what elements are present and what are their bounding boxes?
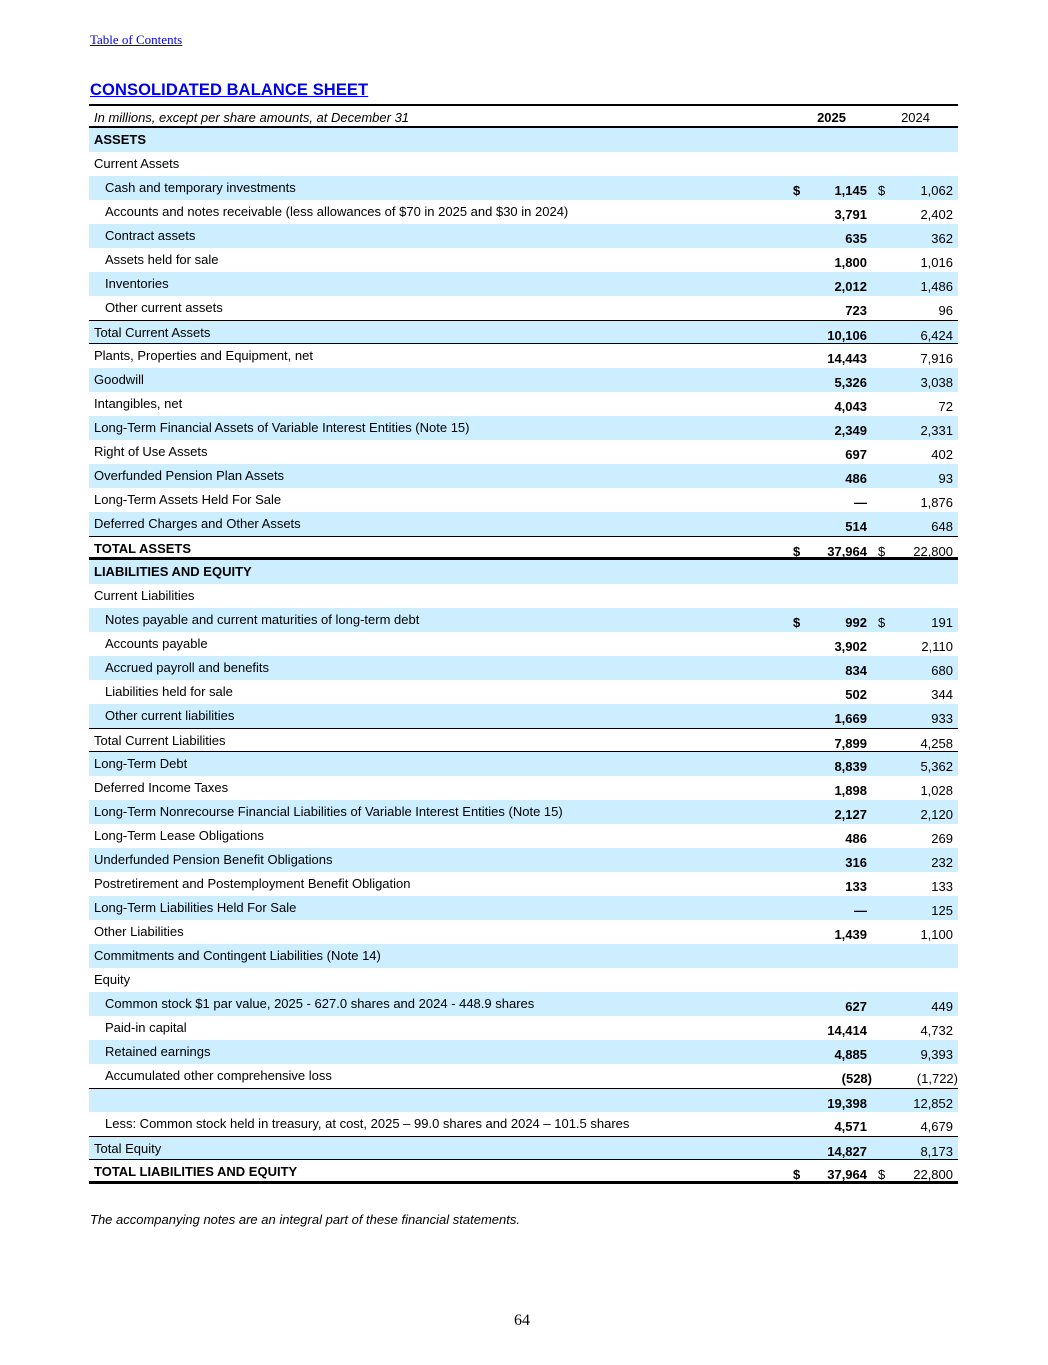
- table-row: [89, 1112, 958, 1136]
- table-row: [89, 464, 958, 488]
- value-2025: 992: [845, 615, 867, 630]
- row-label: Long-Term Liabilities Held For Sale: [94, 900, 297, 915]
- row-label: TOTAL ASSETS: [94, 541, 192, 556]
- value-2025: 10,106: [827, 328, 867, 343]
- table-row: [89, 968, 958, 992]
- table-row: [89, 608, 958, 632]
- row-label: Current Liabilities: [94, 588, 195, 603]
- table-row: [89, 488, 958, 512]
- row-label: Total Current Assets: [94, 325, 211, 340]
- value-2024: 2,331: [920, 423, 953, 438]
- row-label: Overfunded Pension Plan Assets: [94, 468, 285, 483]
- value-2024: 1,486: [920, 279, 953, 294]
- row-label: Long-Term Assets Held For Sale: [94, 492, 282, 507]
- row-label: Other Liabilities: [94, 924, 184, 939]
- table-row: [89, 776, 958, 800]
- table-row: [89, 992, 958, 1016]
- row-label: Retained earnings: [105, 1044, 211, 1059]
- value-2024: 9,393: [920, 1047, 953, 1062]
- value-2024: 5,362: [920, 759, 953, 774]
- row-label: Common stock $1 par value, 2025 - 627.0 shares and 2024 - 448.9 shares: [105, 996, 535, 1011]
- table-row: [89, 368, 958, 392]
- table-row: [89, 656, 958, 680]
- value-2025: 514: [845, 519, 867, 534]
- table-row: [89, 512, 958, 536]
- value-2024: 22,800: [913, 1167, 953, 1182]
- table-row: [89, 416, 958, 440]
- table-row: [89, 320, 958, 344]
- value-2024: 3,038: [920, 375, 953, 390]
- value-2025: 7,899: [834, 736, 867, 751]
- value-2024: 648: [931, 519, 953, 534]
- value-2025: 4,885: [834, 1047, 867, 1062]
- value-2024: 22,800: [913, 544, 953, 559]
- currency-symbol-2025: $: [793, 1167, 801, 1182]
- table-row: [89, 704, 958, 728]
- table-row: [89, 560, 958, 584]
- value-2024: 402: [931, 447, 953, 462]
- row-label: Commitments and Contingent Liabilities (Note 14): [94, 948, 381, 963]
- table-row: [89, 296, 958, 320]
- row-label: Intangibles, net: [94, 396, 183, 411]
- units-caption: In millions, except per share amounts, at December 31: [94, 110, 410, 125]
- table-header-row: [89, 106, 958, 128]
- table-row: [89, 632, 958, 656]
- row-label: Plants, Properties and Equipment, net: [94, 348, 313, 363]
- value-2025: —: [854, 903, 867, 918]
- value-2024: 1,062: [920, 183, 953, 198]
- currency-symbol-2025: $: [793, 183, 801, 198]
- value-2025: 1,669: [834, 711, 867, 726]
- value-2025: 14,443: [827, 351, 867, 366]
- table-row: [89, 680, 958, 704]
- value-2025: 4,571: [834, 1119, 867, 1134]
- value-2025: 2,349: [834, 423, 867, 438]
- table-row: [89, 224, 958, 248]
- currency-symbol-2024: $: [878, 183, 886, 198]
- value-2024: 449: [931, 999, 953, 1014]
- value-2025: 486: [845, 471, 867, 486]
- row-label: Accrued payroll and benefits: [105, 660, 270, 675]
- row-label: Total Current Liabilities: [94, 733, 226, 748]
- value-2025: —: [854, 495, 867, 510]
- value-2025: 635: [845, 231, 867, 246]
- table-row: [89, 1064, 958, 1088]
- balance-sheet-table: [89, 104, 958, 1184]
- value-2024: 933: [931, 711, 953, 726]
- value-2024: 362: [931, 231, 953, 246]
- value-2025: 627: [845, 999, 867, 1014]
- table-row: [89, 200, 958, 224]
- table-row: [89, 944, 958, 968]
- currency-symbol-2025: $: [793, 544, 801, 559]
- value-2025: 2,012: [834, 279, 867, 294]
- column-header-2025: 2025: [817, 110, 846, 125]
- value-2025: 1,800: [834, 255, 867, 270]
- value-2025: 8,839: [834, 759, 867, 774]
- value-2024: 191: [931, 615, 953, 630]
- value-2024: (1,722): [916, 1071, 958, 1086]
- value-2024: 1,028: [920, 783, 953, 798]
- table-row: [89, 1016, 958, 1040]
- value-2024: 680: [931, 663, 953, 678]
- table-row: [89, 824, 958, 848]
- value-2025: 834: [845, 663, 867, 678]
- value-2024: 232: [931, 855, 953, 870]
- value-2024: 133: [931, 879, 953, 894]
- value-2024: 96: [938, 303, 953, 318]
- value-2025: 14,827: [827, 1144, 867, 1159]
- value-2024: 2,402: [920, 207, 953, 222]
- row-label: Paid-in capital: [105, 1020, 187, 1035]
- value-2024: 72: [938, 399, 953, 414]
- value-2024: 4,679: [920, 1119, 953, 1134]
- table-row: [89, 1160, 958, 1184]
- row-label: Assets held for sale: [105, 252, 219, 267]
- value-2024: 2,120: [920, 807, 953, 822]
- value-2025: (528): [841, 1071, 872, 1086]
- value-2025: 502: [845, 687, 867, 702]
- value-2025: 316: [845, 855, 867, 870]
- row-label: Accounts payable: [105, 636, 208, 651]
- value-2025: 486: [845, 831, 867, 846]
- currency-symbol-2024: $: [878, 1167, 886, 1182]
- value-2025: 3,902: [834, 639, 867, 654]
- row-label: Long-Term Nonrecourse Financial Liabilities of Variable Interest Entities (Note 15): [94, 804, 563, 819]
- value-2025: 19,398: [827, 1096, 867, 1111]
- value-2025: 697: [845, 447, 867, 462]
- row-label: Contract assets: [105, 228, 196, 243]
- row-label: Notes payable and current maturities of long-term debt: [105, 612, 420, 627]
- row-label: Liabilities held for sale: [105, 684, 233, 699]
- table-row: [89, 752, 958, 776]
- page-title[interactable]: CONSOLIDATED BALANCE SHEET: [90, 81, 369, 99]
- value-2025: 133: [845, 879, 867, 894]
- value-2025: 723: [845, 303, 867, 318]
- table-row: [89, 1088, 958, 1112]
- value-2024: 269: [931, 831, 953, 846]
- table-row: [89, 152, 958, 176]
- value-2025: 1,439: [834, 927, 867, 942]
- value-2024: 93: [938, 471, 953, 486]
- table-row: [89, 896, 958, 920]
- row-label: Other current liabilities: [105, 708, 235, 723]
- value-2025: 1,145: [834, 183, 867, 198]
- table-row: [89, 176, 958, 200]
- row-label: TOTAL LIABILITIES AND EQUITY: [94, 1164, 298, 1179]
- value-2024: 1,876: [920, 495, 953, 510]
- row-label: Right of Use Assets: [94, 444, 208, 459]
- value-2025: 14,414: [827, 1023, 867, 1038]
- row-label: Current Assets: [94, 156, 180, 171]
- value-2024: 6,424: [920, 328, 953, 343]
- row-label: Other current assets: [105, 300, 223, 315]
- column-header-2024: 2024: [901, 110, 930, 125]
- row-label: Total Equity: [94, 1141, 162, 1156]
- table-row: [89, 344, 958, 368]
- row-label: Deferred Income Taxes: [94, 780, 229, 795]
- row-label: Accounts and notes receivable (less allowances of $70 in 2025 and $30 in 2024): [105, 204, 569, 219]
- table-row: [89, 728, 958, 752]
- value-2025: 1,898: [834, 783, 867, 798]
- row-label: Cash and temporary investments: [105, 180, 296, 195]
- value-2025: 4,043: [834, 399, 867, 414]
- table-body: [89, 128, 958, 1184]
- table-row: [89, 920, 958, 944]
- value-2025: 2,127: [834, 807, 867, 822]
- row-label: Underfunded Pension Benefit Obligations: [94, 852, 333, 867]
- currency-symbol-2025: $: [793, 615, 801, 630]
- row-label: LIABILITIES AND EQUITY: [94, 564, 252, 579]
- value-2024: 125: [931, 903, 953, 918]
- table-row: [89, 272, 958, 296]
- table-row: [89, 800, 958, 824]
- value-2024: 1,016: [920, 255, 953, 270]
- page-number: 64: [514, 1312, 530, 1329]
- value-2024: 12,852: [913, 1096, 953, 1111]
- value-2024: 4,258: [920, 736, 953, 751]
- table-row: [89, 440, 958, 464]
- table-row: [89, 248, 958, 272]
- value-2024: 4,732: [920, 1023, 953, 1038]
- row-label: Postretirement and Postemployment Benefit Obligation: [94, 876, 411, 891]
- value-2025: 5,326: [834, 375, 867, 390]
- value-2024: 7,916: [920, 351, 953, 366]
- row-label: ASSETS: [94, 132, 147, 147]
- row-label: Less: Common stock held in treasury, at cost, 2025 – 99.0 shares and 2024 – 101.5 shares: [105, 1116, 630, 1131]
- value-2025: 37,964: [827, 1167, 867, 1182]
- table-row: [89, 848, 958, 872]
- table-row: [89, 536, 958, 560]
- currency-symbol-2024: $: [878, 544, 886, 559]
- value-2024: 8,173: [920, 1144, 953, 1159]
- row-label: Deferred Charges and Other Assets: [94, 516, 301, 531]
- row-label: Long-Term Debt: [94, 756, 188, 771]
- table-row: [89, 128, 958, 152]
- row-label: Goodwill: [94, 372, 144, 387]
- currency-symbol-2024: $: [878, 615, 886, 630]
- value-2024: 2,110: [921, 639, 953, 654]
- value-2025: 3,791: [834, 207, 867, 222]
- table-row: [89, 584, 958, 608]
- row-label: Long-Term Financial Assets of Variable Interest Entities (Note 15): [94, 420, 470, 435]
- footnote: The accompanying notes are an integral part of these financial statements.: [90, 1212, 520, 1227]
- table-row: [89, 1040, 958, 1064]
- value-2025: 37,964: [827, 544, 867, 559]
- table-row: [89, 392, 958, 416]
- value-2024: 1,100: [920, 927, 953, 942]
- row-label: Equity: [94, 972, 131, 987]
- table-row: [89, 872, 958, 896]
- table-row: [89, 1136, 958, 1160]
- row-label: Long-Term Lease Obligations: [94, 828, 264, 843]
- row-label: Inventories: [105, 276, 169, 291]
- row-label: Accumulated other comprehensive loss: [105, 1068, 332, 1083]
- value-2024: 344: [931, 687, 953, 702]
- table-of-contents-link[interactable]: Table of Contents: [90, 32, 183, 47]
